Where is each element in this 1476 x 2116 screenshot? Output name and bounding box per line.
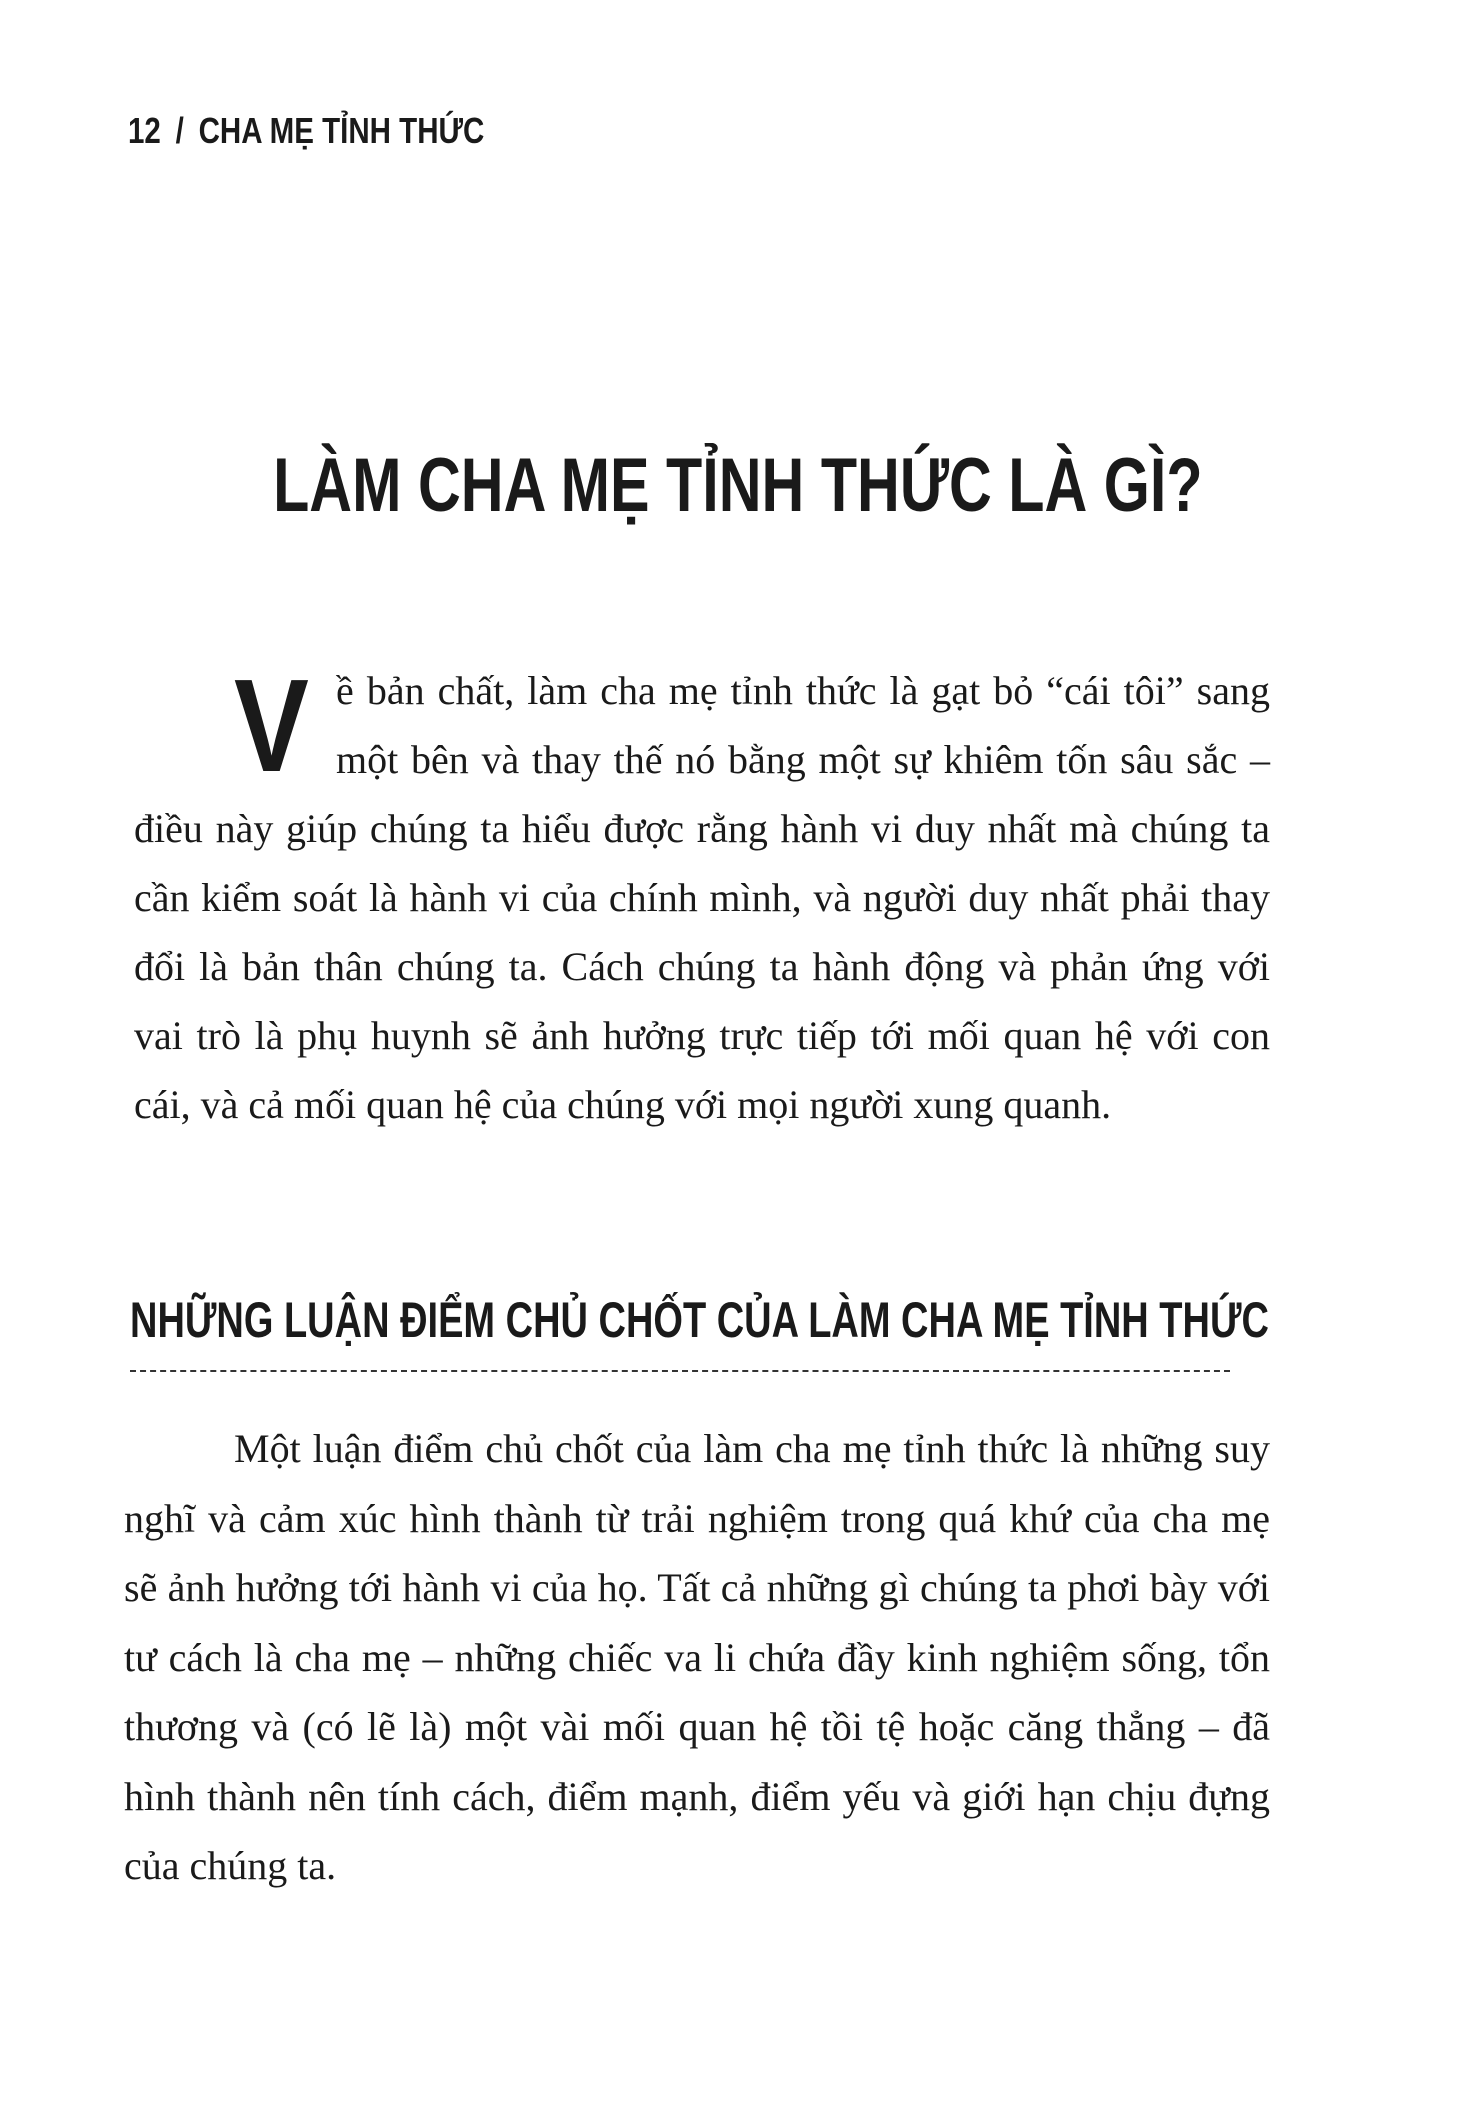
running-header (128, 110, 484, 152)
book-title: CHA MẸ TỈNH THỨC (198, 110, 485, 151)
body-paragraph: Một luận điểm chủ chốt của làm cha mẹ tỉnh thức là những suy nghĩ và cảm xúc hình thành từ trải nghiệm trong quá khứ của cha mẹ sẽ ảnh hưởng tới hành vi của họ. Tất cả những gì chúng ta phơi bày với tư cách là cha mẹ – những chiếc va li chứa đầy kinh nghiệm sống, tổn thương và (có lẽ là) một vài mối quan hệ tồi tệ hoặc căng thẳng – đã hình thành nên tính cách, điểm mạnh, điểm yếu và giới hạn chịu đựng của chúng ta. (124, 1426, 1270, 1888)
chapter-title (0, 443, 1476, 528)
intro-text: ề bản chất, làm cha mẹ tỉnh thức là gạt bỏ “cái tôi” sang một bên và thay thế nó bằng một sự khiêm tốn sâu sắc – điều này giúp chúng ta hiểu được rằng hành vi duy nhất mà chúng ta cần kiểm soát là hành vi của chính mình, và người duy nhất phải thay đổi là bản thân chúng ta. Cách chúng ta hành động và phản ứng với vai trò là phụ huynh sẽ ảnh hưởng trực tiếp tới mối quan hệ với con cái, và cả mối quan hệ của chúng với mọi người xung quanh. (134, 668, 1270, 1127)
drop-cap: V (234, 652, 309, 799)
section-heading-text: NHỮNG LUẬN ĐIỂM CHỦ CHỐT CỦA LÀM CHA MẸ TỈNH THỨC (130, 1292, 1269, 1348)
header-separator: / (175, 110, 184, 151)
section-heading (130, 1292, 1269, 1348)
page-number: 12 (128, 110, 161, 151)
intro-paragraph (134, 652, 1270, 1139)
heading-dashed-rule (130, 1370, 1230, 1372)
chapter-title-text: LÀM CHA MẸ TỈNH THỨC LÀ GÌ? (273, 443, 1203, 528)
